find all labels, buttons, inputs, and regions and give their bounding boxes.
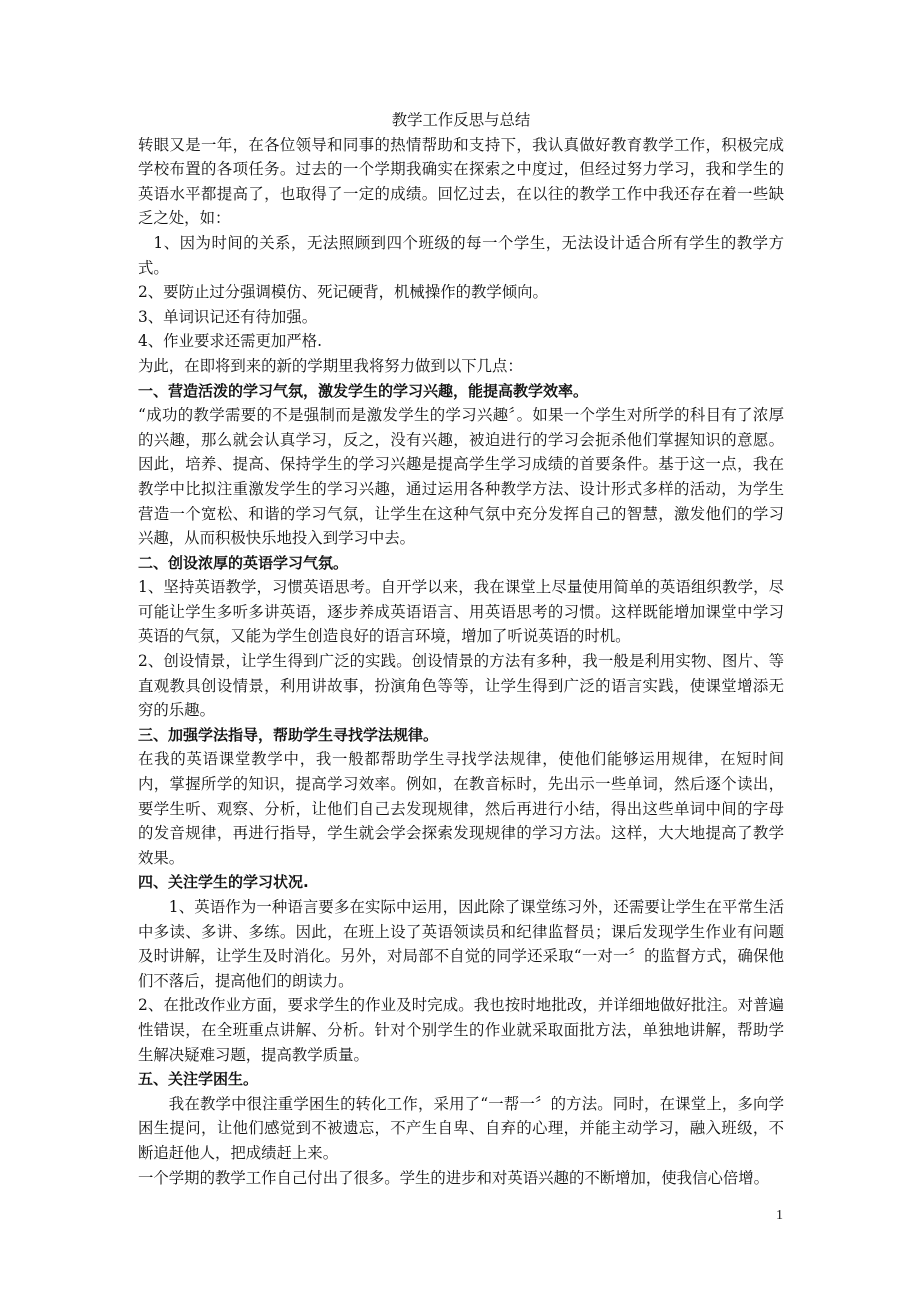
- section-2-item-1: 1、坚持英语教学，习惯英语思考。自开学以来，我在课堂上尽量使用简单的英语组织教学，尽可能让学生多听多讲英语，逐步养成英语语言、用英语思考的习惯。这样既能增加课堂中学习英语的气氛，又能为学生创造良好的语言环境，增加了听说英语的时机。: [138, 578, 784, 646]
- shortcoming-item-1: 1、因为时间的关系，无法照顾到四个班级的每一个学生，无法设计适合所有学生的教学方式。: [138, 233, 784, 277]
- section-4-item-2: 2、在批改作业方面，要求学生的作业及时完成。我也按时地批改，并详细地做好批注。对普遍性错误，在全班重点讲解、分析。针对个别学生的作业就采取面批方法，单独地讲解，帮助学生解决疑难习题，提高教学质量。: [138, 996, 784, 1064]
- section-3-heading: 三、加强学法指导，帮助学生寻找学法规律。: [138, 725, 439, 744]
- page-number: 1: [776, 1208, 783, 1223]
- shortcoming-item-2: 2、要防止过分强调模仿、死记硬背，机械操作的教学倾向。: [138, 283, 548, 302]
- document-title: 教学工作反思与总结: [391, 111, 531, 129]
- document-body: [138, 108, 784, 1190]
- closing-paragraph: 一个学期的教学工作自己付出了很多。学生的进步和对英语兴趣的不断增加，使我信心倍增。: [138, 1168, 770, 1187]
- section-1-body: “成功的教学需要的不是强制而是激发学生的学习兴趣〞。如果一个学生对所学的科目有了浓厚的兴趣，那么就会认真学习，反之，没有兴趣，被迫进行的学习会扼杀他们掌握知识的意愿。因此，培养、提高、保持学生的学习兴趣是提高学生学习成绩的首要条件。基于这一点，我在教学中比拟注重激发学生的学习兴趣，通过运用各种教学方法、设计形式多样的活动，为学生营造一个宽松、和谐的学习气氛，让学生在这种气氛中充分发挥自己的智慧，激发他们的学习兴趣，从而积极快乐地投入到学习中去。: [138, 406, 784, 548]
- section-5-heading: 五、关注学困生。: [138, 1070, 259, 1089]
- shortcoming-item-3: 3、单词识记还有待加强。: [138, 307, 318, 326]
- intro-paragraph: 转眼又是一年，在各位领导和同事的热情帮助和支持下，我认真做好教育教学工作，积极完成学校布置的各项任务。过去的一个学期我确实在探索之中度过，但经过努力学习，我和学生的英语水平都提高了，也取得了一定的成绩。回忆过去，在以往的教学工作中我还存在着一些缺乏之处，如：: [138, 135, 784, 228]
- section-4-heading: 四、关注学生的学习状况.: [138, 873, 309, 892]
- section-2-heading: 二、创设浓厚的英语学习气氛。: [138, 553, 349, 572]
- shortcoming-item-4: 4、作业要求还需更加严格.: [138, 332, 322, 351]
- section-4-item-1: 1、英语作为一种语言要多在实际中运用，因此除了课堂练习外，还需要让学生在平常生活中多读、多讲、多练。因此，在班上设了英语领读员和纪律监督员；课后发现学生作业有问题及时讲解，让学生及时消化。另外，对局部不自觉的同学还采取“一对一〞的监督方式，确保他们不落后，提高他们的朗读力。: [138, 898, 784, 990]
- section-1-heading: 一、营造活泼的学习气氛，激发学生的学习兴趣，能提高教学效率。: [138, 381, 589, 400]
- section-3-body: 在我的英语课堂教学中，我一般都帮助学生寻找学法规律，使他们能够运用规律，在短时间内，掌握所学的知识，提高学习效率。例如，在教音标时，先出示一些单词，然后逐个读出，要学生听、观察、分析，让他们自己去发现规律，然后再进行小结，得出这些单词中间的字母的发音规律，再进行指导，学生就会学会探索发现规律的学习方法。这样，大大地提高了教学效果。: [138, 750, 784, 867]
- plan-intro: 为此，在即将到来的新的学期里我将努力做到以下几点：: [138, 356, 523, 375]
- section-2-item-2: 2、创设情景，让学生得到广泛的实践。创设情景的方法有多种，我一般是利用实物、图片、等直观教具创设情景，利用讲故事，扮演角色等等，让学生得到广泛的语言实践，使课堂增添无穷的乐趣。: [138, 652, 784, 720]
- section-5-body: 我在教学中很注重学困生的转化工作，采用了“一帮一〞的方法。同时，在课堂上，多向学困生提问，让他们感觉到不被遗忘，不产生自卑、自弃的心理，并能主动学习，融入班级，不断追赶他人，把成绩赶上来。: [138, 1094, 784, 1162]
